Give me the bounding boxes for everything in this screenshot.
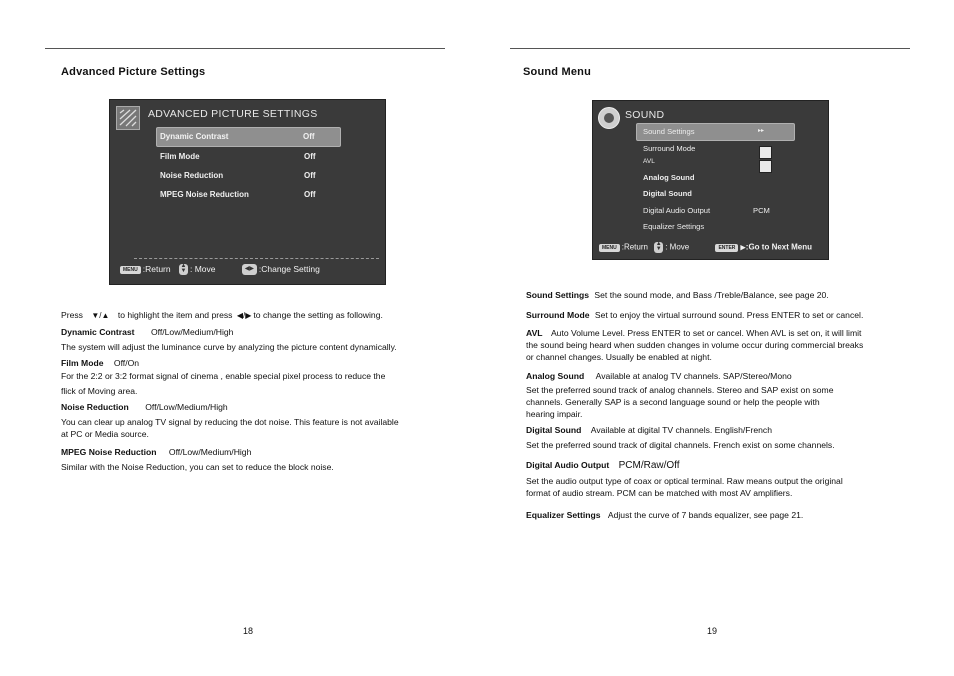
footer-return: :Return <box>142 264 171 274</box>
avl-checkbox[interactable] <box>759 160 772 173</box>
osd-value-mpeg-noise-reduction: Off <box>304 190 316 199</box>
term-desc: Available at analog TV channels. SAP/Stereo/Mono <box>595 371 792 381</box>
term-mpeg-noise-reduction <box>61 447 251 459</box>
desc-noise-reduction-2: at PC or Media source. <box>61 429 149 439</box>
osd-item-equalizer-settings[interactable]: Equalizer Settings <box>643 222 705 231</box>
item-digital-audio-output <box>526 460 680 472</box>
enter-key-icon: ENTER <box>715 244 738 252</box>
osd-title: ADVANCED PICTURE SETTINGS <box>148 108 318 120</box>
left-right-arrows-icon: ◀/▶ <box>236 311 252 320</box>
speaker-icon <box>598 107 620 129</box>
item-equalizer-settings <box>526 510 803 522</box>
digital-audio-output-desc-2: Set the audio output type of coax or optical terminal. Raw means output the original <box>526 476 843 486</box>
digital-sound-desc-2: Set the preferred sound track of digital channels. French exist on some channels. <box>526 440 835 450</box>
term-desc: Set to enjoy the virtual surround sound. Press ENTER to set or cancel. <box>594 310 864 320</box>
osd-divider <box>134 258 379 259</box>
footer-move: : Move <box>665 242 690 252</box>
osd-item-noise-reduction[interactable]: Noise Reduction <box>160 171 224 180</box>
intro-change: to change the setting as following. <box>253 310 383 320</box>
osd-footer <box>120 264 320 275</box>
avl-desc-3: or channel changes. Usually be enabled at night. <box>526 352 712 362</box>
footer-move: : Move <box>189 264 216 274</box>
desc-film-mode-1: For the 2:2 or 3:2 format signal of cinema , enable special pixel process to reduce the <box>61 371 386 381</box>
digital-audio-output-desc-3: format of audio stream. PCM can be matched with most AV amplifiers. <box>526 488 793 498</box>
menu-key-icon: MENU <box>599 244 620 252</box>
term-desc: Set the sound mode, and Bass /Treble/Balance, see page 20. <box>594 290 829 300</box>
footer-change: :Change Setting <box>258 264 320 274</box>
term-desc: PCM/Raw/Off <box>618 460 680 471</box>
osd-item-dynamic-contrast[interactable]: Dynamic Contrast <box>160 132 229 141</box>
section-title-advanced-picture: Advanced Picture Settings <box>61 66 206 78</box>
item-surround-mode <box>526 310 863 322</box>
osd-value-digital-audio-output: PCM <box>753 206 770 215</box>
osd-item-analog-sound[interactable]: Analog Sound <box>643 173 695 182</box>
term-label: Dynamic Contrast <box>61 327 135 337</box>
desc-mpeg-noise-reduction: Similar with the Noise Reduction, you can set to reduce the block noise. <box>61 462 334 472</box>
avl-desc-2: the sound being heard when sudden changes in volume occur during commercial breaks <box>526 340 864 350</box>
osd-item-sound-settings[interactable]: Sound Settings <box>643 127 695 136</box>
term-label: Digital Audio Output <box>526 460 610 470</box>
term-options: Off/On <box>113 358 140 368</box>
osd-value-noise-reduction: Off <box>304 171 316 180</box>
menu-key-icon: MENU <box>120 266 141 274</box>
up-down-key-icon: ▲ ▼ <box>655 241 662 252</box>
analog-desc-2: Set the preferred sound track of analog channels. Stereo and SAP exist on some <box>526 385 834 395</box>
term-label: Sound Settings <box>526 290 590 300</box>
term-label: Film Mode <box>61 358 104 368</box>
term-label: Surround Mode <box>526 310 590 320</box>
up-down-key-icon: ▲ ▼ <box>180 263 187 275</box>
intro-press: Press <box>61 310 83 320</box>
term-desc: Adjust the curve of 7 bands equalizer, see page 21. <box>607 510 804 520</box>
down-up-arrows-icon: ▼/▲ <box>91 311 110 320</box>
top-rule-left <box>45 48 445 49</box>
desc-noise-reduction-1: You can clear up analog TV signal by reducing the dot noise. This feature is not available <box>61 417 399 427</box>
desc-dynamic-contrast: The system will adjust the luminance curve by analyzing the picture content dynamically. <box>61 342 397 352</box>
advanced-picture-osd <box>109 99 386 285</box>
term-options: Off/Low/Medium/High <box>145 402 228 412</box>
item-avl <box>526 328 861 340</box>
item-analog-sound <box>526 371 792 383</box>
term-film-mode <box>61 358 139 370</box>
osd-item-surround-mode[interactable]: Surround Mode <box>643 144 696 153</box>
osd-item-digital-sound[interactable]: Digital Sound <box>643 189 692 198</box>
term-desc: Available at digital TV channels. English/French <box>590 425 772 435</box>
osd-item-avl[interactable]: AVL <box>643 158 655 165</box>
picture-menu-icon <box>116 106 140 130</box>
analog-desc-3: channels. Generally SAP is a second language sound or help the people with <box>526 397 820 407</box>
sound-osd <box>592 100 829 260</box>
term-label: Analog Sound <box>526 371 585 381</box>
footer-next: :Go to Next Menu <box>745 242 813 252</box>
term-options: Off/Low/Medium/High <box>150 327 234 337</box>
term-label: MPEG Noise Reduction <box>61 447 157 457</box>
footer-return: :Return <box>621 242 648 252</box>
enter-play-icon: ▶ <box>740 244 746 252</box>
term-label: Digital Sound <box>526 425 582 435</box>
term-label: Equalizer Settings <box>526 510 601 520</box>
term-label: Noise Reduction <box>61 402 129 412</box>
osd-value-dynamic-contrast: Off <box>303 132 315 141</box>
item-sound-settings <box>526 290 829 302</box>
page-number-left: 18 <box>243 626 254 636</box>
analog-desc-4: hearing impair. <box>526 409 583 419</box>
desc-film-mode-2: flick of Moving area. <box>61 386 138 396</box>
term-label: AVL <box>526 328 543 338</box>
term-options: Off/Low/Medium/High <box>168 447 252 457</box>
page-number-right: 19 <box>707 626 718 636</box>
surround-checkbox[interactable] <box>759 146 772 159</box>
osd-footer <box>599 242 812 253</box>
term-noise-reduction <box>61 402 228 414</box>
osd-item-digital-audio-output[interactable]: Digital Audio Output <box>643 206 711 215</box>
term-dynamic-contrast <box>61 327 233 339</box>
section-title-sound-menu: Sound Menu <box>523 66 591 78</box>
intro-line <box>61 310 383 322</box>
left-right-key-icon: ◀▶ <box>242 264 257 275</box>
term-desc: Auto Volume Level. Press ENTER to set or cancel. When AVL is set on, it will limit <box>550 328 862 338</box>
intro-highlight: to highlight the item and press <box>117 310 233 320</box>
osd-title: SOUND <box>625 109 665 121</box>
top-rule-right <box>510 48 910 49</box>
osd-item-film-mode[interactable]: Film Mode <box>160 152 200 161</box>
osd-item-mpeg-noise-reduction[interactable]: MPEG Noise Reduction <box>160 190 249 199</box>
osd-value-film-mode: Off <box>304 152 316 161</box>
enter-arrows-icon: ▸▸ <box>758 128 765 134</box>
item-digital-sound <box>526 425 772 437</box>
